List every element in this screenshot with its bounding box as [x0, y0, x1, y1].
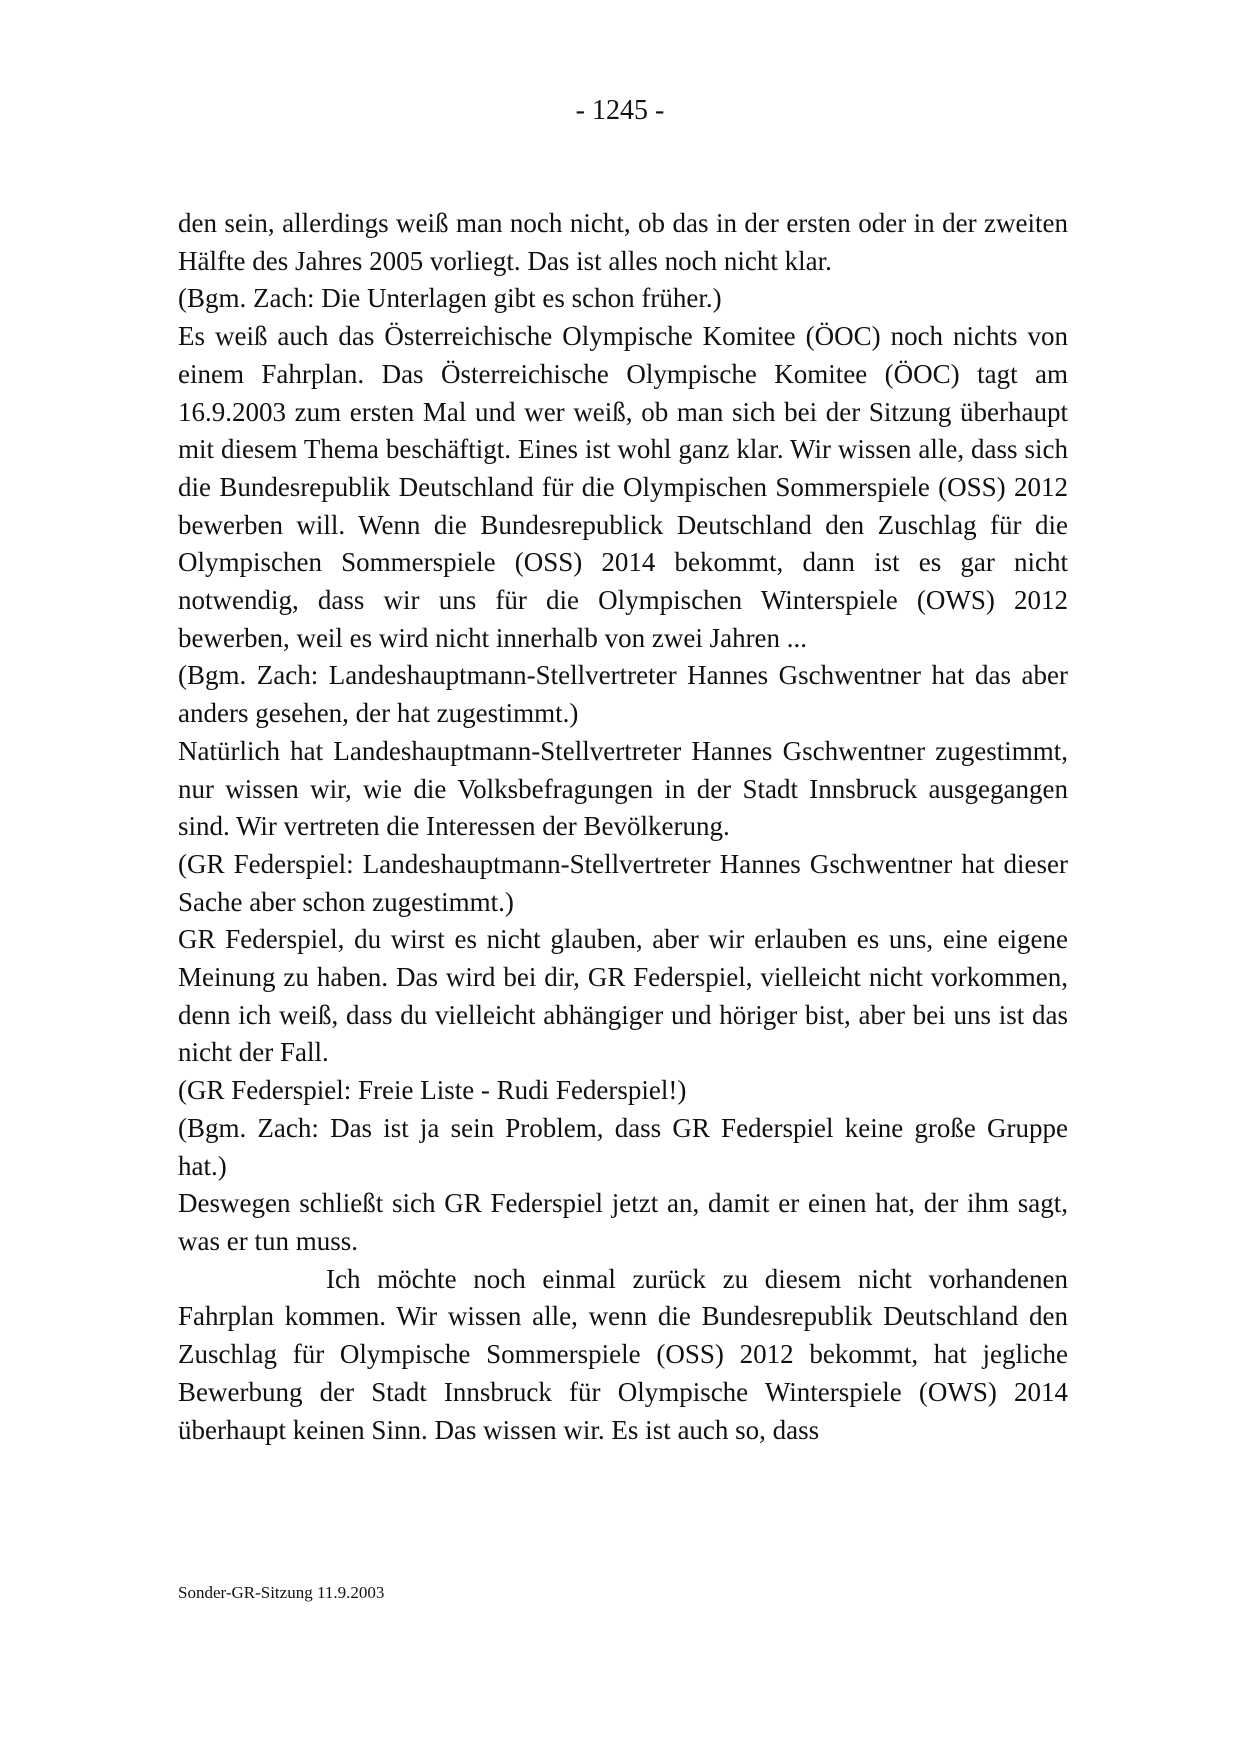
paragraph: den sein, allerdings weiß man noch nicht, ob das in der ersten oder in der zweiten Hälfte des Jahres 2005 vorliegt. Das ist alles noch nicht klar.: [178, 208, 1068, 276]
interjection: (Bgm. Zach: Landeshauptmann-Stellvertreter Hannes Gschwentner hat das aber anders gesehen, der hat zugestimmt.): [178, 660, 1068, 729]
page-number: - 1245 -: [575, 95, 665, 126]
paragraph: Ich möchte noch einmal zurück zu diesem nicht vorhandenen Fahrplan kommen. Wir wissen alle, wenn die Bundesrepublik Deutschland den Zuschlag für Olympische Sommerspiele (OSS) 2012 bekommt, hat jegliche Bewerbung der Stadt Innsbruck für Olympische Winterspiele (OWS) 2014 überhaupt keinen Sinn. Das wissen wir. Es ist auch so, dass: [178, 1263, 1068, 1445]
paragraph: GR Federspiel, du wirst es nicht glauben, aber wir erlauben es uns, eine eigene Meinung zu haben. Das wird bei dir, GR Federspiel, vielleicht nicht vorkommen, denn ich weiß, dass du vielleicht abhängiger und höriger bist, aber bei uns ist das nicht der Fall.: [178, 924, 1068, 1068]
paragraph: Deswegen schließt sich GR Federspiel jetzt an, damit er einen hat, der ihm sagt, was er tun muss.: [178, 1188, 1068, 1256]
paragraph: Natürlich hat Landeshauptmann-Stellvertreter Hannes Gschwentner zugestimmt, nur wissen wir, wie die Volksbefragungen in der Stadt Innsbruck ausgegangen sind. Wir vertreten die Interessen der Bevölkerung.: [178, 735, 1068, 842]
interjection: (Bgm. Zach: Das ist ja sein Problem, dass GR Federspiel keine große Gruppe hat.): [178, 1112, 1068, 1181]
body-text: [178, 205, 1068, 1449]
interjection: (GR Federspiel: Landeshauptmann-Stellvertreter Hannes Gschwentner hat dieser Sache aber schon zugestimmt.): [178, 848, 1068, 917]
interjection: (Bgm. Zach: Die Unterlagen gibt es schon früher.): [178, 283, 722, 314]
paragraph: Es weiß auch das Österreichische Olympische Komitee (ÖOC) noch nichts von einem Fahrplan. Das Österreichische Olympische Komitee (ÖOC) tagt am 16.9.2003 zum ersten Mal und wer weiß, ob man sich bei der Sitzung überhaupt mit diesem Thema beschäftigt. Eines ist wohl ganz klar. Wir wissen alle, dass sich die Bundesrepublik Deutschland für die Olympischen Sommerspiele (OSS) 2012 bewerben will. Wenn die Bundesrepublick Deutschland den Zuschlag für die Olympischen Sommerspiele (OSS) 2014 bekommt, dann ist es gar nicht notwendig, dass wir uns für die Olympischen Winterspiele (OWS) 2012 bewerben, weil es wird nicht innerhalb von zwei Jahren ...: [178, 321, 1068, 653]
footer: Sonder-GR-Sitzung 11.9.2003: [178, 1583, 385, 1602]
interjection: (GR Federspiel: Freie Liste - Rudi Federspiel!): [178, 1075, 687, 1106]
